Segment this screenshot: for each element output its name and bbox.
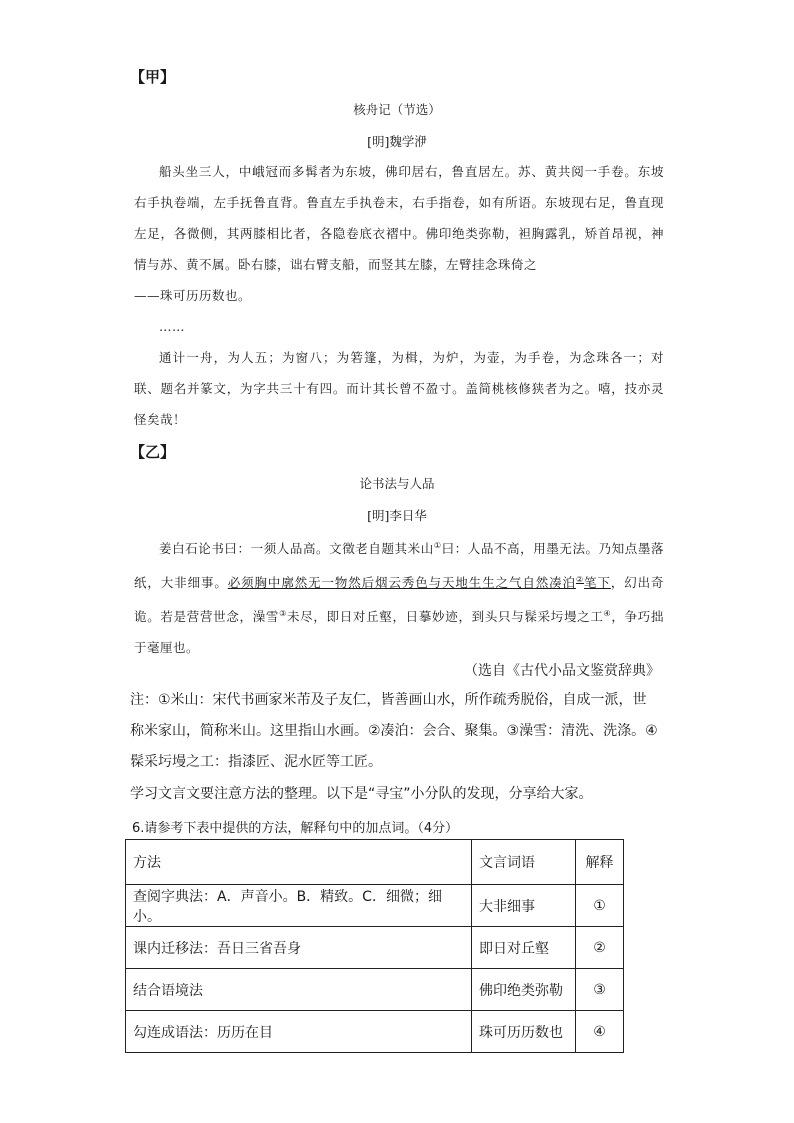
- passage-title-jia: 核舟记（节选）: [353, 102, 441, 117]
- table-cell-method: 课内迁移法：吾日三省吾身: [126, 927, 472, 969]
- underlined-sentence-end: 笔下: [584, 575, 611, 591]
- passage-yi-text-e: ，争巧拙于毫厘也。: [134, 609, 664, 656]
- passage-jia-para2: 通计一舟，为人五；为窗八；为箬篷，为楫，为炉，为壶，为手卷，为念珠各一；对联、题名并篆文，为字共三十有四。而计其长曾不盈寸。盖简桃核修狭者为之。嘻，技亦灵怪矣哉！: [134, 350, 664, 427]
- table-cell-answer: ④: [576, 1011, 624, 1053]
- footnote-ref-4: ④: [603, 609, 612, 619]
- table-row: [126, 927, 624, 969]
- question-6: 6.请参考下表中提供的方法，解释句中的加点词。（4分）: [132, 821, 459, 836]
- intro-text: 学习文言文要注意方法的整理。以下是“寻宝”小分队的发现，分享给大家。: [130, 786, 593, 802]
- passage-author-yi: [明]李日华: [367, 508, 427, 523]
- annotation-notes: 注：①米山：宋代书画家米芾及子友仁，皆善画山水，所作疏秀脱俗，自成一派，世称米家山，简称米山。这里指山水画。②凑泊：会合、聚集。③澡雪：清洗、洗涤。④髹采圬墁之工：指漆匠、泥水匠等工匠。: [130, 692, 658, 770]
- table-header-cell: 解释: [576, 840, 624, 885]
- passage-jia-para1: 船头坐三人，中峨冠而多髯者为东坡，佛印居右，鲁直居左。苏、黄共阅一手卷。东坡右手执卷端，左手抚鲁直背。鲁直左手执卷末，右手指卷，如有所语。东坡现右足，鲁直现左足，各微侧，其两膝相比者，各隐卷底衣褶中。佛印绝类弥勒，袒胸露乳，矫首昂视，神情与苏、黄不属。卧右膝，诎右臂支船，而竖其左膝，左臂挂念珠倚之: [134, 164, 664, 272]
- table-header-row: [126, 840, 624, 885]
- passage-yi-text-d: 未尽，即日对丘壑，日摹妙迹，到头只与髹采圬墁之工: [286, 609, 604, 625]
- table-row: [126, 1011, 624, 1053]
- passage-yi-para: [134, 530, 664, 663]
- table-cell-term: 即日对丘壑: [472, 927, 576, 969]
- table-row: [126, 969, 624, 1011]
- underlined-sentence: 必须胸中廓然无一物然后烟云秀色与天地生生之气自然凑泊: [227, 575, 576, 591]
- passage-title-yi: 论书法与人品: [359, 476, 435, 491]
- table-header-cell: 方法: [126, 840, 472, 885]
- table-cell-answer: ③: [576, 969, 624, 1011]
- passage-jia-ellipsis: ……: [159, 319, 185, 334]
- table-cell-method: 结合语境法: [126, 969, 472, 1011]
- table-cell-answer: ②: [576, 927, 624, 969]
- section-label-jia: 【甲】: [130, 68, 176, 86]
- passage-jia-para1-tail: ——珠可历历数也。: [134, 288, 252, 303]
- methods-table: [125, 839, 624, 1053]
- footnote-ref-2: ②: [575, 575, 585, 585]
- table-cell-term: 大非细事: [472, 885, 576, 927]
- section-label-yi: 【乙】: [130, 443, 176, 461]
- table-cell-method: 查阅字典法：A．声音小。B．精致。C．细微；细小。: [126, 885, 472, 927]
- passage-yi-text-b: 曰：人品不高，用墨无法。乃知点墨落纸，大非细事。: [134, 541, 664, 591]
- footnote-ref-1: ①: [433, 541, 442, 550]
- passage-yi-text-c: ，幻出奇诡。若是营营世念，澡雪: [134, 575, 664, 625]
- passage-yi-body: [134, 530, 664, 663]
- table-header-cell: 文言词语: [472, 840, 576, 885]
- table-cell-answer: ①: [576, 885, 624, 927]
- table-cell-method: 勾连成语法：历历在目: [126, 1011, 472, 1053]
- source-citation: （选自《古代小品文鉴赏辞典》: [464, 663, 660, 679]
- passage-yi-text-a: 姜白石论书曰：一须人品高。文徵老自题其米山: [159, 541, 434, 557]
- table-cell-term: 珠可历历数也: [472, 1011, 576, 1053]
- passage-author-jia: [明]魏学洢: [367, 134, 427, 149]
- footnote-ref-3: ③: [279, 609, 287, 619]
- table-cell-term: 佛印绝类弥勒: [472, 969, 576, 1011]
- passage-jia-body: [134, 156, 664, 435]
- table-row: [126, 885, 624, 927]
